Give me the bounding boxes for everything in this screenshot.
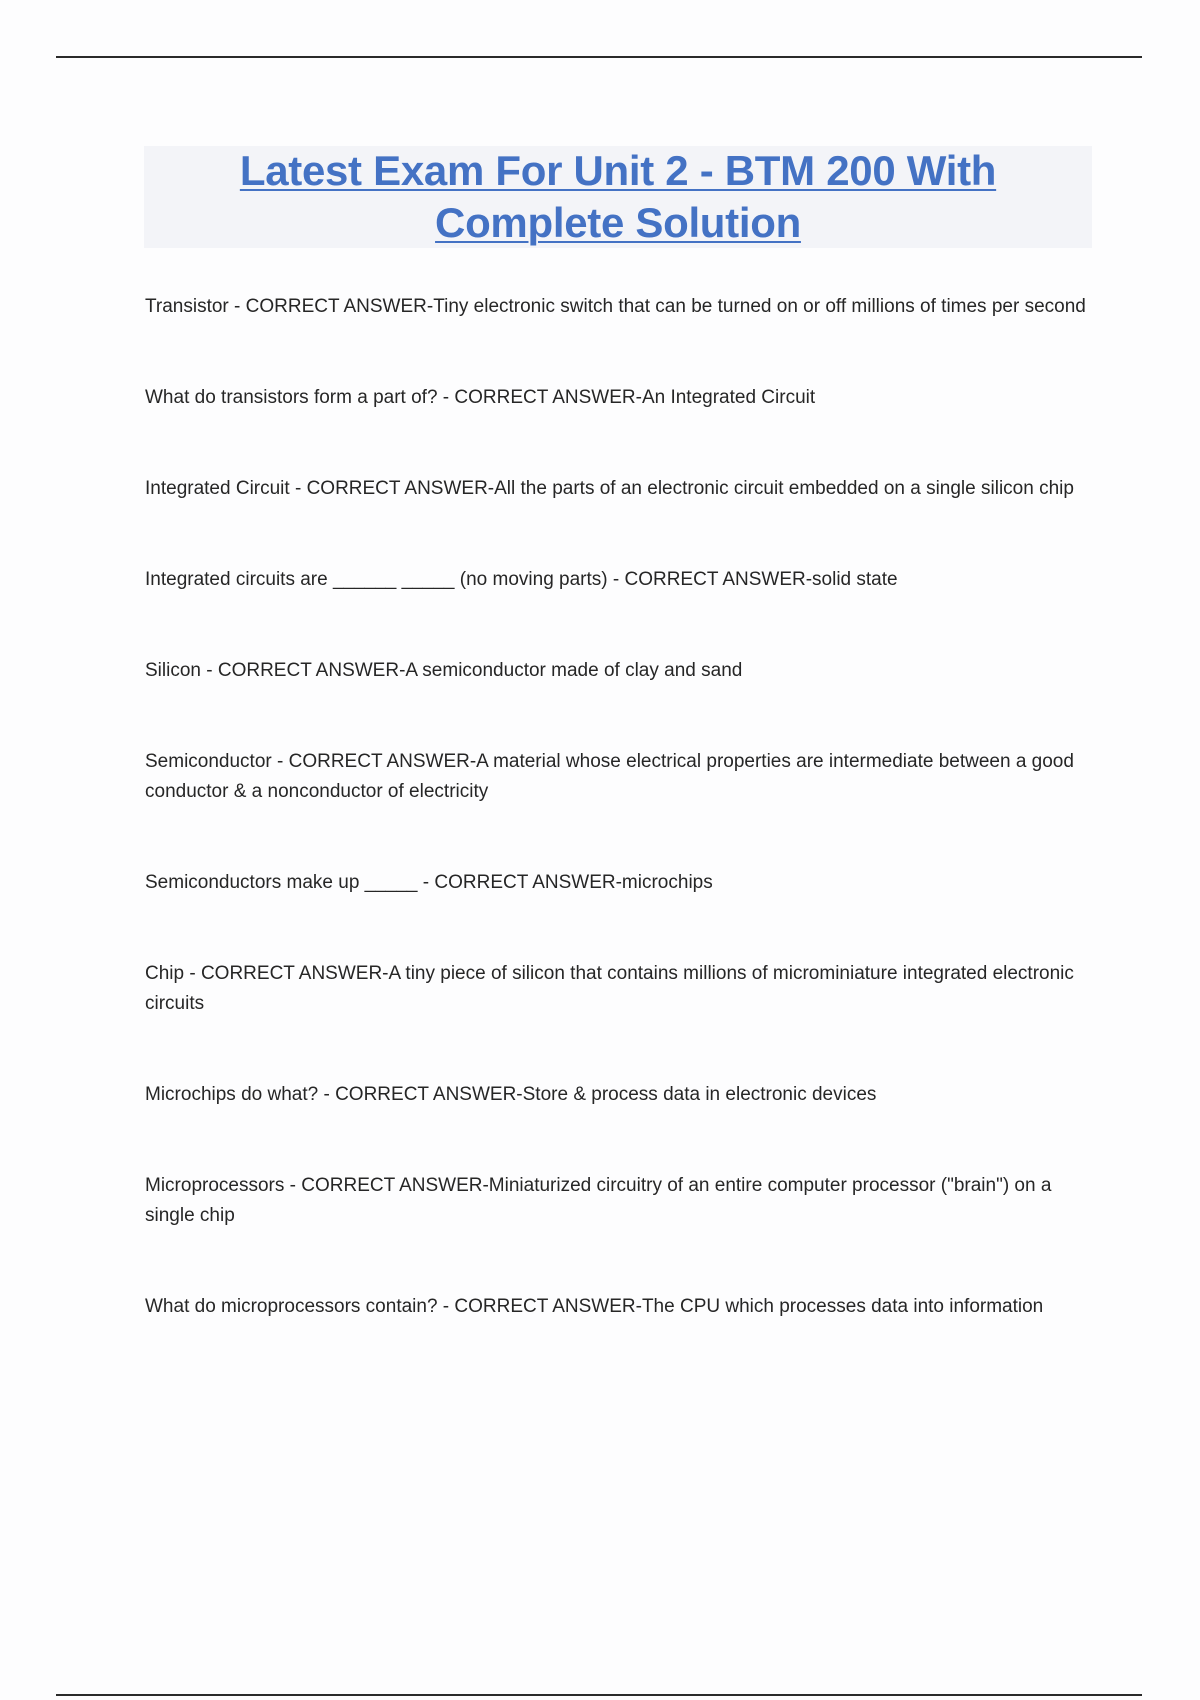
qa-item-silicon: Silicon - CORRECT ANSWER-A semiconductor made of clay and sand bbox=[145, 660, 743, 681]
qa-item-microchips: Microchips do what? - CORRECT ANSWER-Store & process data in electronic devices bbox=[145, 1084, 877, 1105]
qa-item-solid-state: Integrated circuits are ______ _____ (no moving parts) - CORRECT ANSWER-solid state bbox=[145, 569, 898, 590]
qa-item-integrated-circuit: Integrated Circuit - CORRECT ANSWER-All the parts of an electronic circuit embedded on a single silicon chip bbox=[145, 478, 1074, 499]
title-banner bbox=[144, 146, 1092, 248]
document-title: Latest Exam For Unit 2 - BTM 200 With Complete Solution bbox=[239, 147, 997, 246]
qa-item-semiconductors-make-up: Semiconductors make up _____ - CORRECT ANSWER-microchips bbox=[145, 872, 713, 893]
qa-item-transistors-part-of: What do transistors form a part of? - CORRECT ANSWER-An Integrated Circuit bbox=[145, 387, 816, 408]
qa-item-microprocessors: Microprocessors - CORRECT ANSWER-Miniaturized circuitry of an entire computer processor ("brain") on a single chip bbox=[145, 1175, 1052, 1226]
qa-item-chip: Chip - CORRECT ANSWER-A tiny piece of silicon that contains millions of microminiature integrated electronic circuits bbox=[145, 963, 1074, 1014]
bottom-divider bbox=[56, 1694, 1142, 1696]
qa-item-transistor: Transistor - CORRECT ANSWER-Tiny electronic switch that can be turned on or off millions of times per second bbox=[145, 296, 1086, 317]
qa-list bbox=[145, 292, 1095, 1322]
qa-item-semiconductor: Semiconductor - CORRECT ANSWER-A material whose electrical properties are intermediate between a good conductor & a nonconductor of electricity bbox=[145, 751, 1074, 802]
top-divider bbox=[56, 56, 1142, 58]
qa-item-microprocessors-contain: What do microprocessors contain? - CORRECT ANSWER-The CPU which processes data into information bbox=[145, 1296, 1044, 1317]
